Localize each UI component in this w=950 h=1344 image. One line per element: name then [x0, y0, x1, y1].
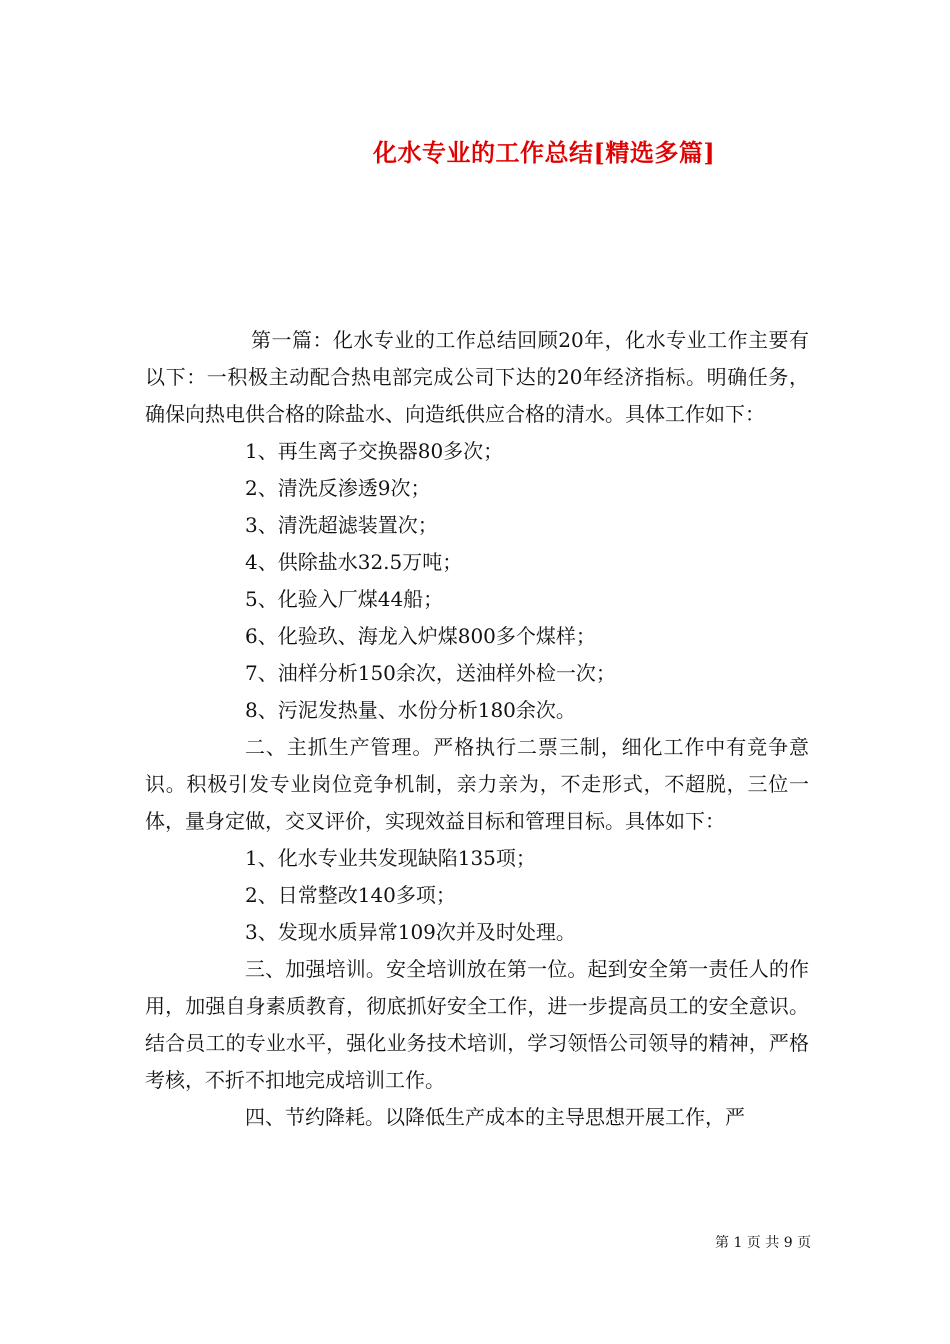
paragraph: 第一篇：化水专业的工作总结回顾20年，化水专业工作主要有以下：一积极主动配合热电部完成公司下达的20年经济指标。明确任务，确保向热电供合格的除盐水、向造纸供应合格的清水。具体工作如下： [145, 328, 809, 426]
document-body [145, 322, 809, 1136]
list-item: 6、化验玖、海龙入炉煤800多个煤样； [245, 624, 596, 648]
list-item: 4、供除盐水32.5万吨； [245, 550, 463, 574]
paragraph: 二、主抓生产管理。严格执行二票三制，细化工作中有竞争意识。积极引发专业岗位竞争机制，亲力亲为，不走形式，不超脱，三位一体，量身定做，交叉评价，实现效益目标和管理目标。具体如下： [145, 735, 809, 833]
list-item: 3、清洗超滤装置次； [245, 513, 438, 537]
list-item: 8、污泥发热量、水份分析180余次。 [245, 698, 576, 722]
paragraph: 四、节约降耗。以降低生产成本的主导思想开展工作，严 [245, 1105, 745, 1129]
page-number-footer: 第 1 页 共 9 页 [715, 1235, 812, 1251]
list-item: 1、再生离子交换器80多次； [245, 439, 504, 463]
list-item: 5、化验入厂煤44船； [245, 587, 444, 611]
list-item: 2、清洗反渗透9次； [245, 476, 431, 500]
document-title: 化水专业的工作总结[精选多篇] [373, 138, 716, 167]
list-item: 7、油样分析150余次，送油样外检一次； [245, 661, 616, 685]
list-item: 3、发现水质异常109次并及时处理。 [245, 920, 576, 944]
paragraph: 三、加强培训。安全培训放在第一位。起到安全第一责任人的作用，加强自身素质教育，彻底抓好安全工作，进一步提高员工的安全意识。结合员工的专业水平，强化业务技术培训，学习领悟公司领导的精神，严格考核，不折不扣地完成培训工作。 [145, 957, 809, 1092]
list-item: 2、日常整改140多项； [245, 883, 456, 907]
list-item: 1、化水专业共发现缺陷135项； [245, 846, 536, 870]
